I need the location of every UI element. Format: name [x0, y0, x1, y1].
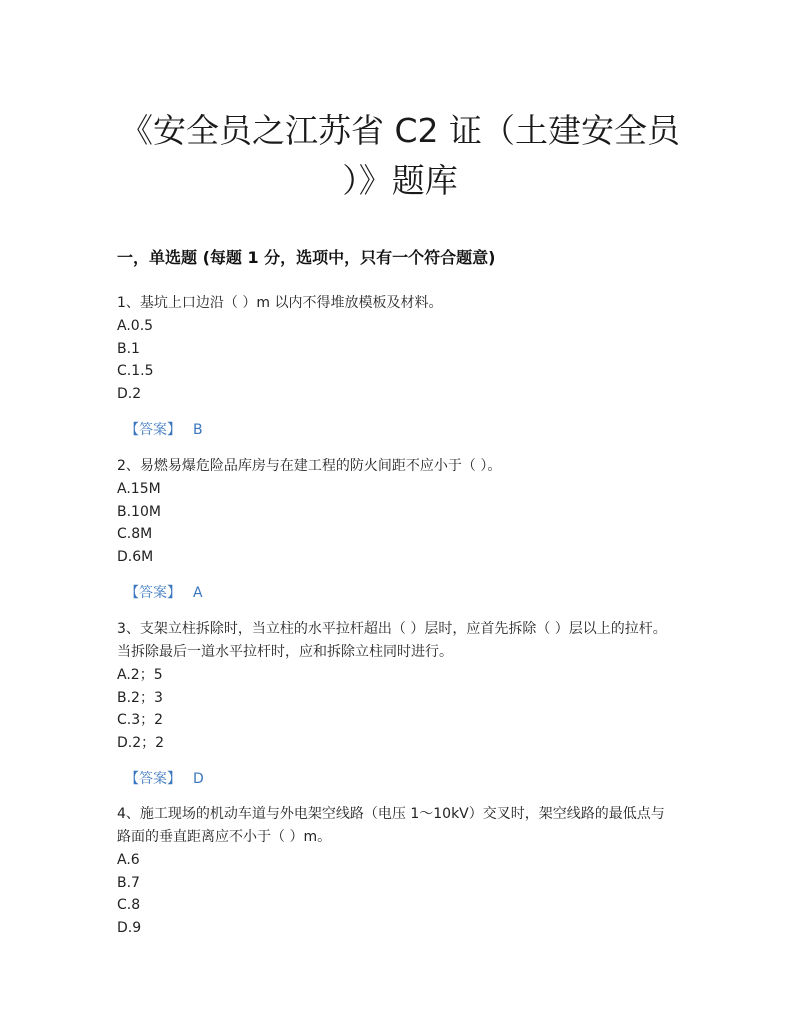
question-stem-line-2: 当拆除最后一道水平拉杆时，应和拆除立柱同时进行。 [117, 644, 453, 660]
answer-value: B [193, 422, 203, 438]
section-heading: 一，单选题 (每题 1 分，选项中，只有一个符合题意) [117, 248, 496, 267]
option-a: A.2；5 [117, 667, 163, 683]
title-line-1: 《安全员之江苏省 C2 证（土建安全员 [119, 111, 681, 150]
option-b: B.2；3 [117, 689, 163, 706]
question-4 [117, 803, 687, 939]
option-a: A.0.5 [117, 318, 154, 334]
answer-label: 【答案】 [125, 422, 181, 438]
answer-label: 【答案】 [125, 771, 181, 787]
question-1 [117, 292, 687, 441]
question-stem-line-2: 路面的垂直距离应不小于（ ）m。 [117, 829, 332, 845]
option-b: B.7 [117, 874, 140, 891]
answer-value: A [193, 585, 203, 601]
option-c: C.3；2 [117, 712, 164, 728]
option-c: C.8M [117, 526, 153, 542]
question-stem: 2、易燃易爆危险品库房与在建工程的防火间距不应小于（ ）。 [117, 458, 502, 474]
option-c: C.1.5 [117, 363, 154, 379]
option-d: D.2 [117, 385, 142, 402]
question-2 [117, 455, 687, 604]
option-b: B.1 [117, 340, 140, 357]
question-stem-line-1: 3、支架立柱拆除时，当立柱的水平拉杆超出（ ）层时，应首先拆除（ ）层以上的拉杆。 [117, 621, 667, 637]
option-d: D.9 [117, 919, 142, 936]
answer-line [117, 419, 687, 441]
option-a: A.15M [117, 481, 161, 497]
answer-value: D [193, 771, 204, 787]
answer-label: 【答案】 [125, 585, 181, 601]
title-line-2: ）》题库 [342, 161, 458, 200]
question-stem-line-1: 4、施工现场的机动车道与外电架空线路（电压 1～10kV）交叉时，架空线路的最低点与 [117, 806, 665, 822]
option-c: C.8 [117, 897, 141, 913]
option-a: A.6 [117, 852, 140, 868]
answer-line [117, 582, 687, 604]
option-b: B.10M [117, 503, 161, 520]
document-title [60, 106, 740, 206]
option-d: D.6M [117, 548, 154, 565]
question-3 [117, 618, 687, 790]
question-stem: 1、基坑上口边沿（ ）m 以内不得堆放模板及材料。 [117, 295, 443, 311]
answer-line [117, 768, 687, 790]
option-d: D.2；2 [117, 734, 165, 751]
